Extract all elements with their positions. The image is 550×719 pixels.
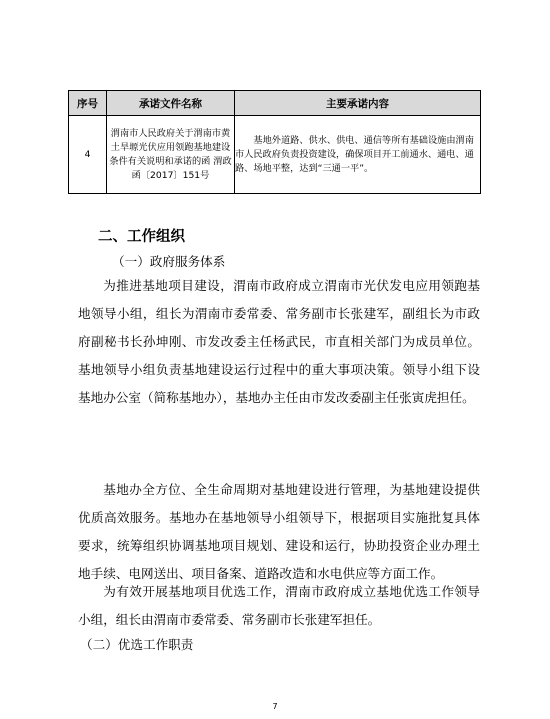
header-commitment-content: 主要承诺内容	[235, 91, 481, 116]
subheading-government-service: （一）政府服务体系	[112, 254, 226, 269]
row-serial: 4	[69, 116, 107, 194]
paragraph-leading-group: 为推进基地项目建设，渭南市政府成立渭南市光伏发电应用领跑基地领导小组，组长为渭南市委常委、常务副市长张建军，副组长为市政府副秘书长孙坤刚、市发改委主任杨武民，市直相关部门为成员单位。基地领导小组负责基地建设运行过程中的重大事项决策。领导小组下设基地办公室（简称基地办），基地办主任由市发改委副主任张寅虎担任。	[78, 278, 480, 405]
row-document-name: 渭南市人民政府关于渭南市黄土旱塬光伏应用领跑基地建设条件有关说明和承诺的函 渭政函〔2017〕151号	[107, 116, 235, 194]
paragraph-selection-group: 为有效开展基地项目优选工作，渭南市政府成立基地优选工作领导小组，组长由渭南市委常委、常务副市长张建军担任。	[78, 584, 480, 627]
header-serial: 序号	[69, 91, 107, 116]
table-row	[69, 116, 481, 194]
paragraph-base-office: 基地办全方位、全生命周期对基地建设进行管理，为基地建设提供优质高效服务。基地办在基地领导小组领导下，根据项目实施批复具体要求，统筹组织协调基地项目规划、建设和运行，协助投资企业办理土地手续、电网送出、项目备案、道路改造和水电供应等方面工作。	[78, 482, 480, 581]
section-heading: 二、工作组织	[98, 229, 185, 245]
header-document-name: 承诺文件名称	[107, 91, 235, 116]
table-header-row	[69, 91, 481, 116]
page-number: 7	[272, 702, 278, 711]
row-commitment-content: 基地外道路、供水、供电、通信等所有基础设施由渭南市人民政府负责投资建设，确保项目开工前通水、通电、通路、场地平整，达到“三通一平”。	[235, 116, 481, 194]
commitment-table	[68, 90, 481, 194]
subheading-selection-duties: （二）优选工作职责	[80, 637, 194, 652]
